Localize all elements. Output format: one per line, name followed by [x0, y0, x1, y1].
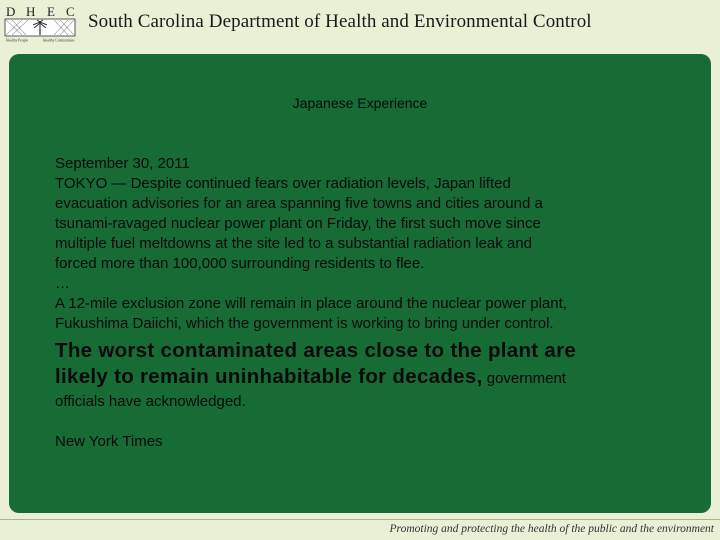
continuation-text: officials have acknowledged.	[55, 393, 246, 410]
logo-subtext-left: Healthy People	[6, 38, 29, 43]
source-attribution: New York Times	[55, 433, 163, 450]
slide-title: Japanese Experience	[292, 95, 428, 111]
paragraph-line: evacuation advisories for an area spanning five towns and cities around a	[55, 195, 543, 212]
logo-letter-c: C	[66, 4, 75, 19]
emphasis-line: The worst contaminated areas close to the plant are	[55, 339, 577, 362]
paragraph-line: A 12-mile exclusion zone will remain in place around the nuclear power plant,	[55, 295, 567, 312]
ellipsis: …	[55, 275, 70, 292]
logo-letter-d: D	[6, 4, 16, 19]
emphasis-line-with-tail	[55, 364, 695, 390]
paragraph-line: tsunami-ravaged nuclear power plant on Friday, the first such move since	[55, 215, 541, 232]
logo-letter-h: H	[26, 4, 36, 19]
footer-tagline: Promoting and protecting the health of the public and the environment	[389, 523, 714, 535]
article-date: September 30, 2011	[55, 155, 190, 172]
agency-title: South Carolina Department of Health and Environmental Control	[88, 11, 592, 32]
emphasis-block	[55, 338, 695, 390]
logo-letter-e: E	[47, 4, 55, 19]
article-body	[55, 154, 695, 452]
paragraph-line: TOKYO — Despite continued fears over radiation levels, Japan lifted	[55, 175, 511, 192]
paragraph-line: Fukushima Daiichi, which the government is working to bring under control.	[55, 315, 554, 332]
paragraph-line: multiple fuel meltdowns at the site led to a substantial radiation leak and	[55, 235, 532, 252]
paragraph-line: forced more than 100,000 surrounding residents to flee.	[55, 255, 425, 272]
emphasis-text: likely to remain uninhabitable for decades,	[55, 365, 483, 388]
logo-subtext-right: Healthy Communities	[43, 38, 75, 43]
emphasis-tail: government	[482, 370, 566, 387]
dhec-logo	[2, 3, 78, 43]
header-bar	[0, 0, 720, 48]
footer-divider	[0, 519, 720, 520]
